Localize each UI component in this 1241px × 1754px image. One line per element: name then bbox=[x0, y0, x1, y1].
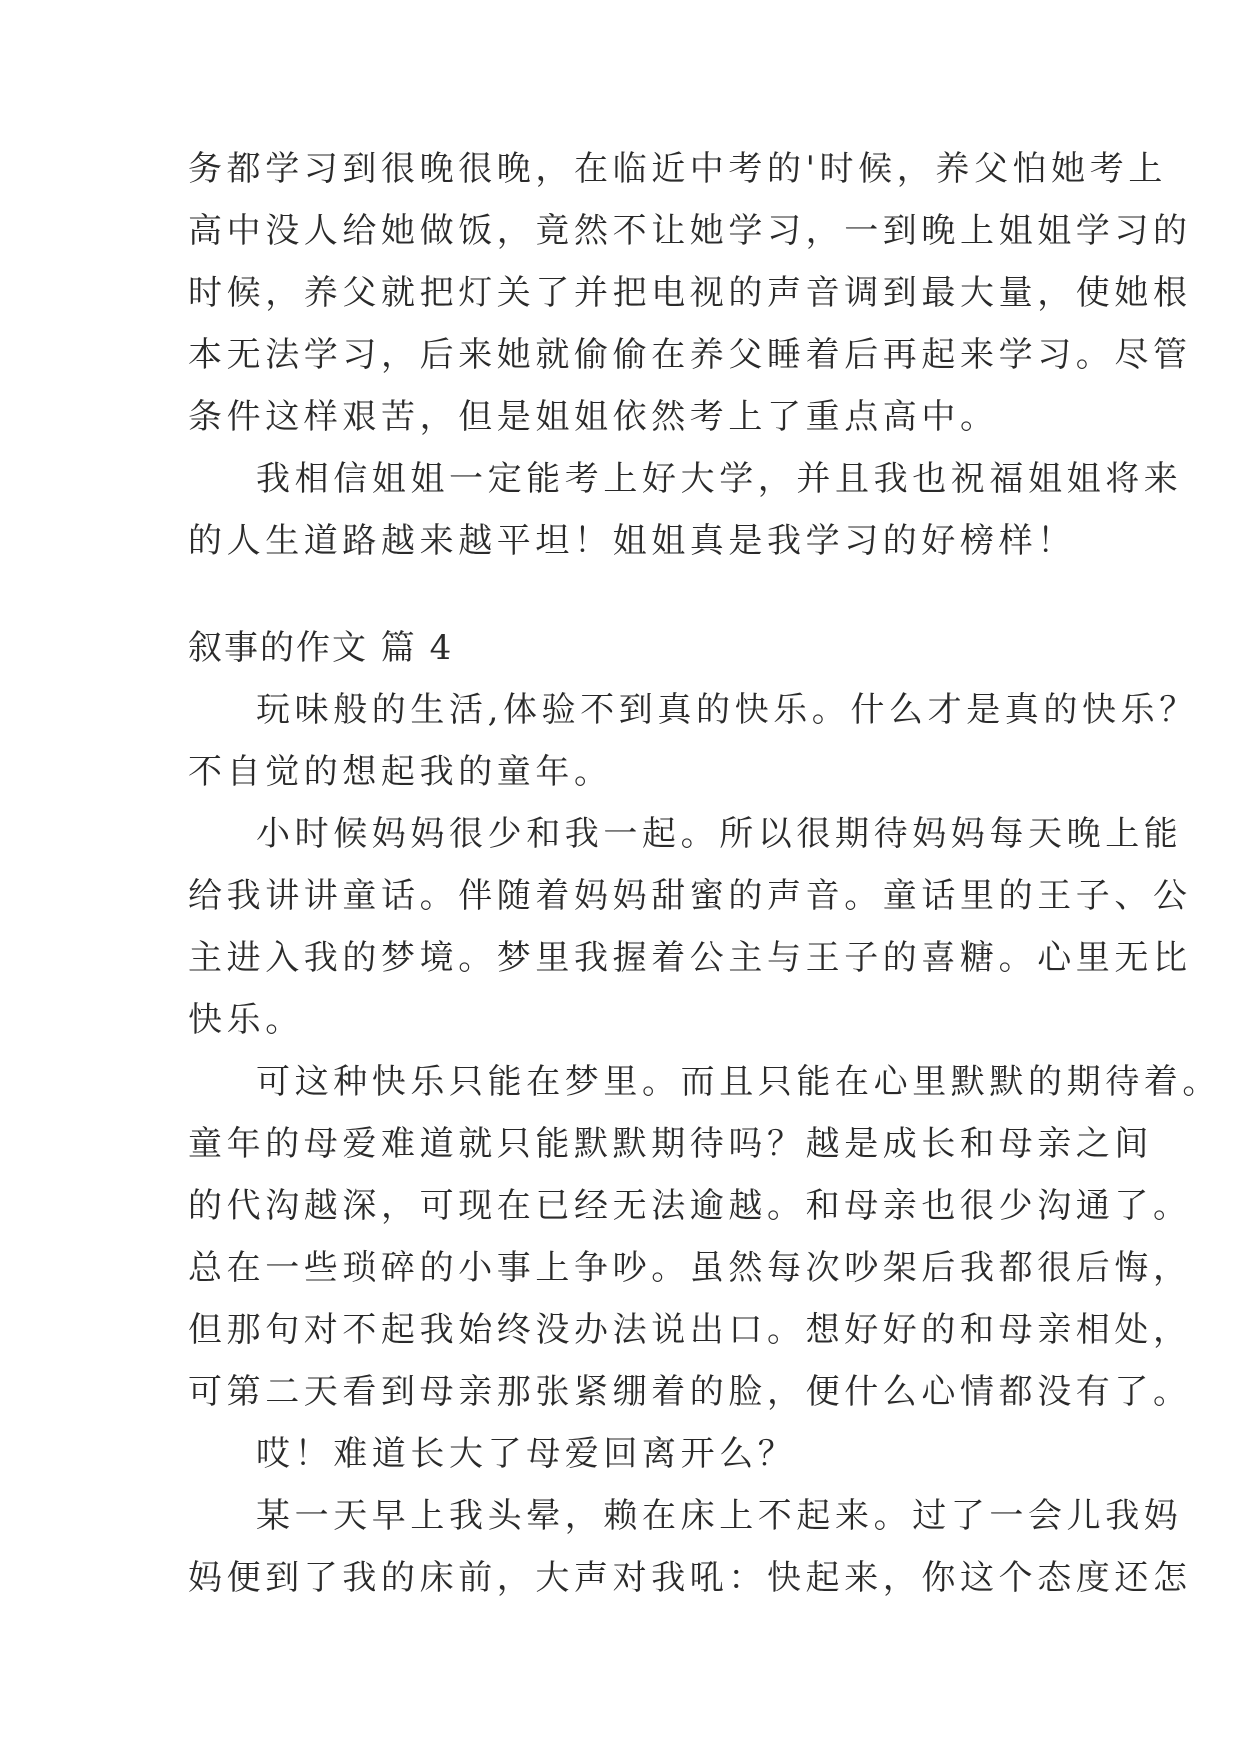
text-line: 务都学习到很晚很晚，在临近中考的'时候，养父怕她考上 bbox=[188, 149, 1167, 189]
text-line: 童年的母爱难道就只能默默期待吗？越是成长和母亲之间 bbox=[188, 1124, 1153, 1164]
text-line: 但那句对不起我始终没办法说出口。想好好的和母亲相处， bbox=[188, 1310, 1192, 1350]
text-line: 可这种快乐只能在梦里。而且只能在心里默默的期待着。 bbox=[256, 1062, 1221, 1102]
text-line: 妈便到了我的床前，大声对我吼：快起来，你这个态度还怎 bbox=[188, 1558, 1192, 1598]
section-heading: 叙事的作文 篇 4 bbox=[188, 628, 454, 668]
text-line: 小时候妈妈很少和我一起。所以很期待妈妈每天晚上能 bbox=[256, 814, 1183, 854]
text-line: 高中没人给她做饭，竟然不让她学习，一到晚上姐姐学习的 bbox=[188, 211, 1192, 251]
text-line: 条件这样艰苦，但是姐姐依然考上了重点高中。 bbox=[188, 397, 999, 437]
text-line: 的人生道路越来越平坦！姐姐真是我学习的好榜样！ bbox=[188, 521, 1076, 561]
text-line: 快乐。 bbox=[188, 1000, 304, 1040]
text-line: 的代沟越深，可现在已经无法逾越。和母亲也很少沟通了。 bbox=[188, 1186, 1192, 1226]
text-line: 给我讲讲童话。伴随着妈妈甜蜜的声音。童话里的王子、公 bbox=[188, 876, 1192, 916]
text-line: 时候，养父就把灯关了并把电视的声音调到最大量，使她根 bbox=[188, 273, 1192, 313]
text-line: 我相信姐姐一定能考上好大学，并且我也祝福姐姐将来 bbox=[256, 459, 1183, 499]
text-line: 不自觉的想起我的童年。 bbox=[188, 752, 613, 792]
text-line: 本无法学习，后来她就偷偷在养父睡着后再起来学习。尽管 bbox=[188, 335, 1192, 375]
text-line: 某一天早上我头晕，赖在床上不起来。过了一会儿我妈 bbox=[256, 1496, 1183, 1536]
text-line: 总在一些琐碎的小事上争吵。虽然每次吵架后我都很后悔， bbox=[188, 1248, 1192, 1288]
text-line: 玩味般的生活,体验不到真的快乐。什么才是真的快乐？ bbox=[256, 690, 1198, 730]
text-line: 主进入我的梦境。梦里我握着公主与王子的喜糖。心里无比 bbox=[188, 938, 1192, 978]
text-line: 可第二天看到母亲那张紧绷着的脸，便什么心情都没有了。 bbox=[188, 1372, 1192, 1412]
text-line: 哎！难道长大了母爱回离开么？ bbox=[256, 1434, 797, 1474]
